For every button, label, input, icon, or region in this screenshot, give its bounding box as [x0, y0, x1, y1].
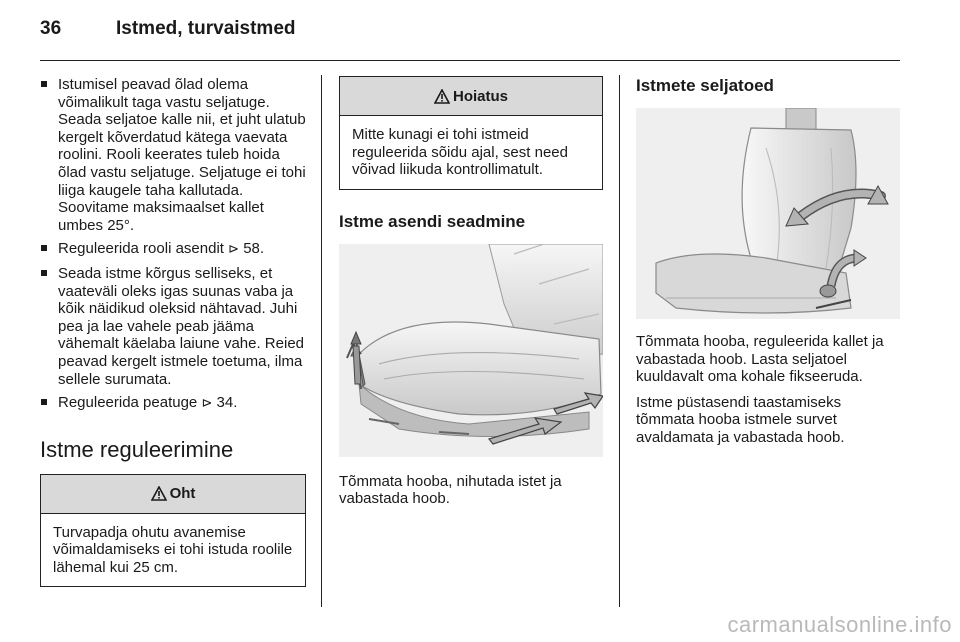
page-link-headrest[interactable]: 34.	[216, 394, 238, 412]
watermark: carmanualsonline.info	[727, 612, 952, 637]
page-reference-icon: ⊳	[201, 396, 213, 412]
bullet-square-icon	[41, 245, 47, 251]
list-item: Istumisel peavad õlad olema võimalikult taga vastu seljatuge. Seada seljatoe kalle nii, et juht ulatub kergelt kõverdatud kätega vaevata roolini. Rooli keerates tuleb hoida õlad vastu seljatuge. Seljatuge ei tohi liiga kaugele taha kallutada. Soovitame maksimaalset kallet umbes 25°.	[40, 76, 306, 234]
caution-box	[339, 76, 603, 190]
danger-box-title: Oht	[169, 485, 196, 503]
bullet-square-icon	[41, 270, 47, 276]
warning-triangle-icon	[434, 89, 450, 104]
section-title-seat-adjustment: Istme reguleerimine	[40, 436, 234, 462]
page-number: 36	[40, 18, 62, 39]
backrest-illustration	[636, 108, 900, 319]
page-title: Istmed, turvaistmed	[116, 18, 296, 39]
bullet-square-icon	[41, 81, 47, 87]
column-right	[636, 76, 902, 455]
danger-box	[40, 474, 306, 588]
column-divider	[321, 75, 322, 607]
bullet-square-icon	[41, 399, 47, 405]
danger-box-header	[41, 475, 305, 514]
seat-position-illustration	[339, 244, 603, 457]
seat-position-caption: Tõmmata hooba, nihutada istet ja vabastada hoob.	[339, 472, 562, 508]
warning-triangle-icon	[151, 486, 167, 501]
backrest-instructions: Tõmmata hooba, reguleerida kallet ja vabastada hoob. Lasta seljatoel kuuldavalt oma kohale fikseeruda.	[636, 333, 884, 386]
bullet-list	[40, 76, 306, 413]
section-title-seat-position: Istme asendi seadmine	[339, 211, 526, 231]
caution-box-text: Mitte kunagi ei tohi istmeid reguleerida sõidu ajal, sest need võivad liikuda kontrollimatult.	[352, 126, 568, 179]
danger-box-text: Turvapadja ohutu avanemise võimaldamiseks ei tohi istuda roolile lähemal kui 25 cm.	[53, 523, 293, 576]
header-rule	[40, 60, 900, 61]
backrest-reset-instructions: Istme püstasendi taastamiseks tõmmata hooba istmele survet avaldamata ja vabastada hoob.	[636, 393, 845, 446]
caution-box-title: Hoiatus	[452, 87, 508, 105]
page-link-steering[interactable]: 58.	[243, 240, 265, 258]
section-title-backrests: Istmete seljatoed	[636, 76, 774, 95]
page-header	[40, 18, 920, 58]
caution-box-header	[340, 77, 602, 116]
column-middle	[339, 76, 603, 516]
column-left	[40, 76, 306, 587]
column-divider	[619, 75, 620, 607]
page-reference-icon: ⊳	[228, 242, 240, 258]
list-item: Reguleerida rooli asendit ⊳ 58.	[40, 240, 306, 259]
list-item: Reguleerida peatuge ⊳ 34.	[40, 394, 306, 413]
list-item: Seada istme kõrgus selliseks, et vaateväli oleks igas suunas vaba ja kõik näidikud oleksid nähtavad. Juhi pea ja lae vahele peab jääma vähemalt käelaba laiune vahe. Reied peavad kergelt istmele toetuma, ilma sellele surumata.	[40, 265, 306, 388]
